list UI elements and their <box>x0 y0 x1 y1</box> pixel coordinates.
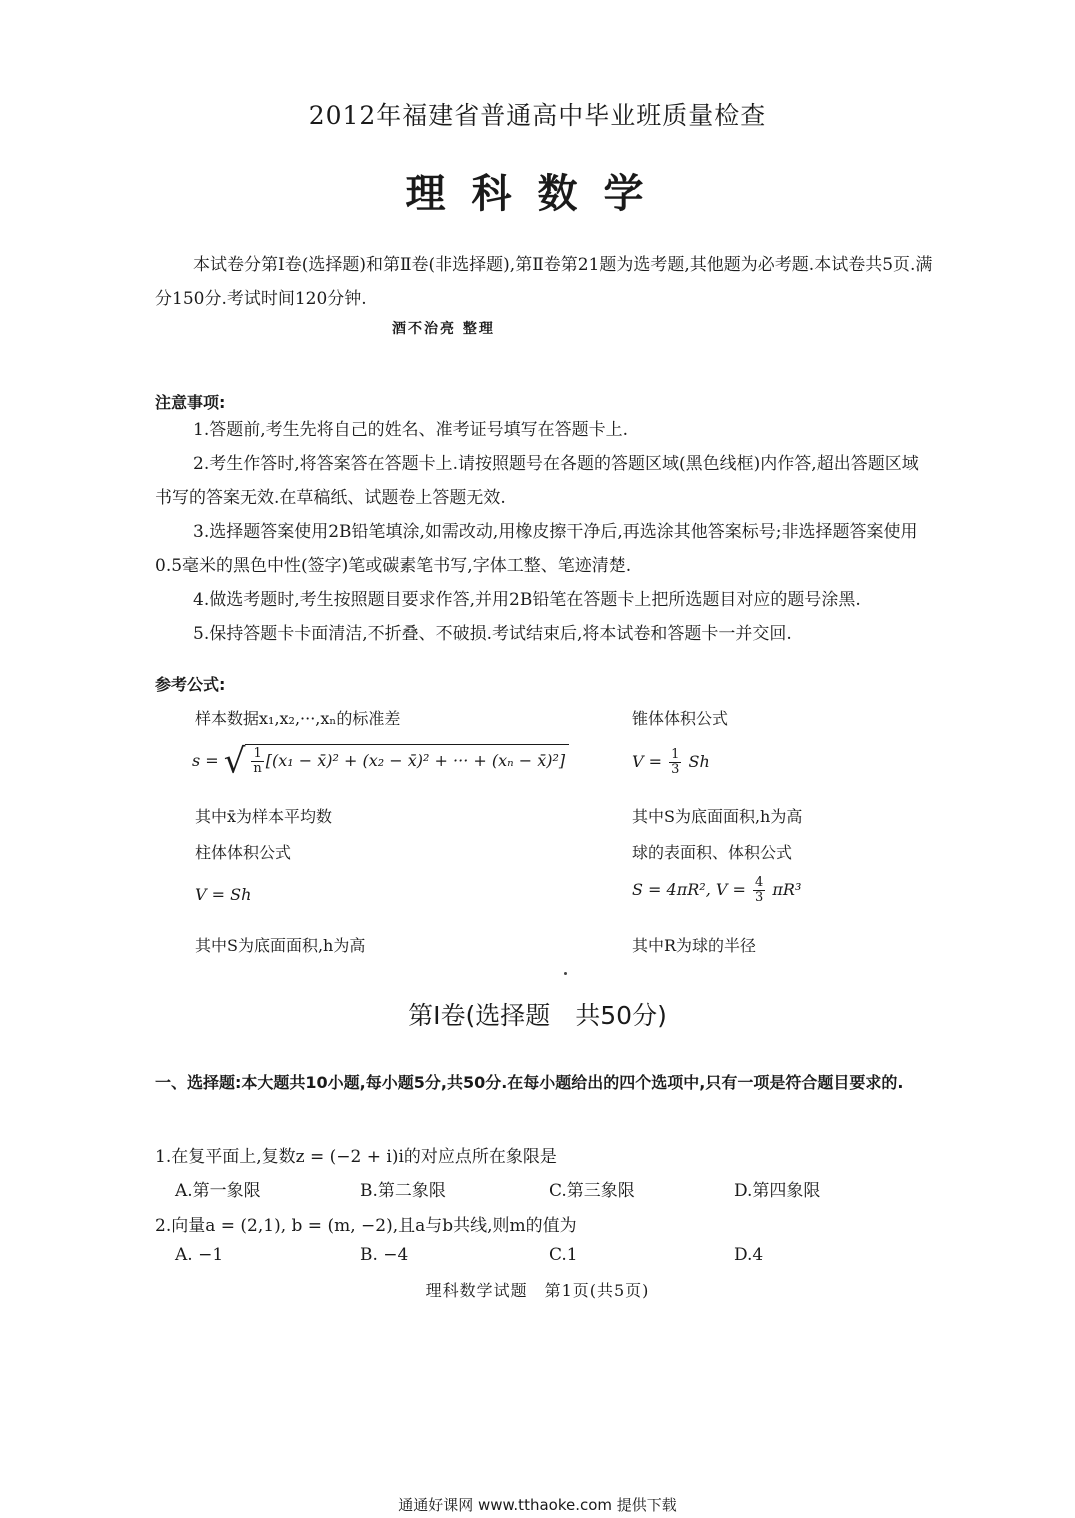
cone-lhs: V = <box>632 752 663 771</box>
formula-heading: 参考公式: <box>155 675 226 694</box>
notice-item: 5.保持答题卡卡面清洁,不折叠、不破损.考试结束后,将本试卷和答题卡一并交回. <box>193 624 792 644</box>
sphere-note: 其中R为球的半径 <box>632 936 757 955</box>
question-1-option-a: A.第一象限 <box>175 1181 261 1201</box>
subject-title: 理科数学 <box>405 170 670 217</box>
sqrt-sign: √ $\frac{1}{n}$ [(x₁ − x̄)² + (x₂ − x̄)² + ··· + (xₙ − x̄)²] <box>224 744 569 779</box>
sphere-rhs: πR³ <box>772 880 802 899</box>
cone-formula <box>632 748 710 777</box>
site-credit: 通通好课网 www.tthaoke.com 提供下载 <box>398 1496 677 1514</box>
question-1-stem: 1.在复平面上,复数z = (−2 + i)i的对应点所在象限是 <box>155 1147 557 1167</box>
exam-title: 2012年福建省普通高中毕业班质量检查 <box>308 101 767 130</box>
question-2-option-b: B. −4 <box>360 1245 409 1265</box>
organizer-note: 酒不治亮 整理 <box>392 321 495 337</box>
notice-section <box>155 390 935 651</box>
cone-rhs: Sh <box>688 752 710 771</box>
prism-note: 其中S为底面面积,h为高 <box>195 936 366 955</box>
question-1-option-c: C.第三象限 <box>549 1181 635 1201</box>
cone-note: 其中S为底面面积,h为高 <box>632 807 803 826</box>
mean-note: 其中x̄为样本平均数 <box>195 807 333 826</box>
std-fraction: $\frac{1}{n}$ <box>253 746 262 776</box>
sphere-formula <box>632 876 801 905</box>
cone-label: 锥体体积公式 <box>632 709 729 728</box>
sphere-area: S = 4πR², V = <box>632 880 746 899</box>
section-title: 第Ⅰ卷(选择题 共50分) <box>408 1001 667 1030</box>
std-body: [(x₁ − x̄)² + (x₂ − x̄)² + ··· + (xₙ − x̄)²] <box>265 751 566 770</box>
std-lhs: s = <box>192 750 219 770</box>
prism-label: 柱体体积公式 <box>195 843 292 862</box>
notice-item: 4.做选考题时,考生按照题目要求作答,并用2B铅笔在答题卡上把所选题目对应的题号涂黑. <box>193 590 861 610</box>
question-2-option-d: D.4 <box>734 1245 764 1265</box>
question-1-option-b: B.第二象限 <box>360 1181 446 1201</box>
question-2-option-a: A. −1 <box>175 1245 224 1265</box>
std-label: 样本数据x₁,x₂,···,xₙ的标准差 <box>195 709 401 728</box>
sphere-fraction: $\frac{4}{3}$ <box>755 875 764 905</box>
prism-formula: V = Sh <box>195 885 252 904</box>
question-2-stem: 2.向量a = (2,1), b = (m, −2),且a与b共线,则m的值为 <box>155 1216 577 1236</box>
question-1-option-d: D.第四象限 <box>734 1181 821 1201</box>
section-instruction: 一、选择题:本大题共10小题,每小题5分,共50分.在每小题给出的四个选项中,只有一项是符合题目要求的. <box>155 1073 904 1092</box>
notice-item: 3.选择题答案使用2B铅笔填涂,如需改动,用橡皮擦干净后,再选涂其他答案标号;非选择题答案使用0.5毫米的黑色中性(签字)笔或碳素笔书写,字体工整、笔迹清楚. <box>155 522 918 576</box>
page-footer: 理科数学试题 第1页(共5页) <box>425 1281 650 1300</box>
exam-intro: 本试卷分第Ⅰ卷(选择题)和第Ⅱ卷(非选择题),第Ⅱ卷第21题为选考题,其他题为必考题.本试卷共5页.满分150分.考试时间120分钟. <box>155 255 933 309</box>
std-formula <box>192 741 569 782</box>
sphere-label: 球的表面积、体积公式 <box>632 843 793 862</box>
cone-fraction: $\frac{1}{3}$ <box>671 747 680 777</box>
notice-item: 1.答题前,考生先将自己的姓名、准考证号填写在答题卡上. <box>193 420 629 440</box>
notice-heading: 注意事项: <box>155 393 226 412</box>
scan-dot <box>564 972 567 975</box>
question-2-option-c: C.1 <box>549 1245 578 1265</box>
notice-item: 2.考生作答时,将答案答在答题卡上.请按照题号在各题的答题区域(黑色线框)内作答,超出答题区域书写的答案无效.在草稿纸、试题卷上答题无效. <box>155 454 919 508</box>
